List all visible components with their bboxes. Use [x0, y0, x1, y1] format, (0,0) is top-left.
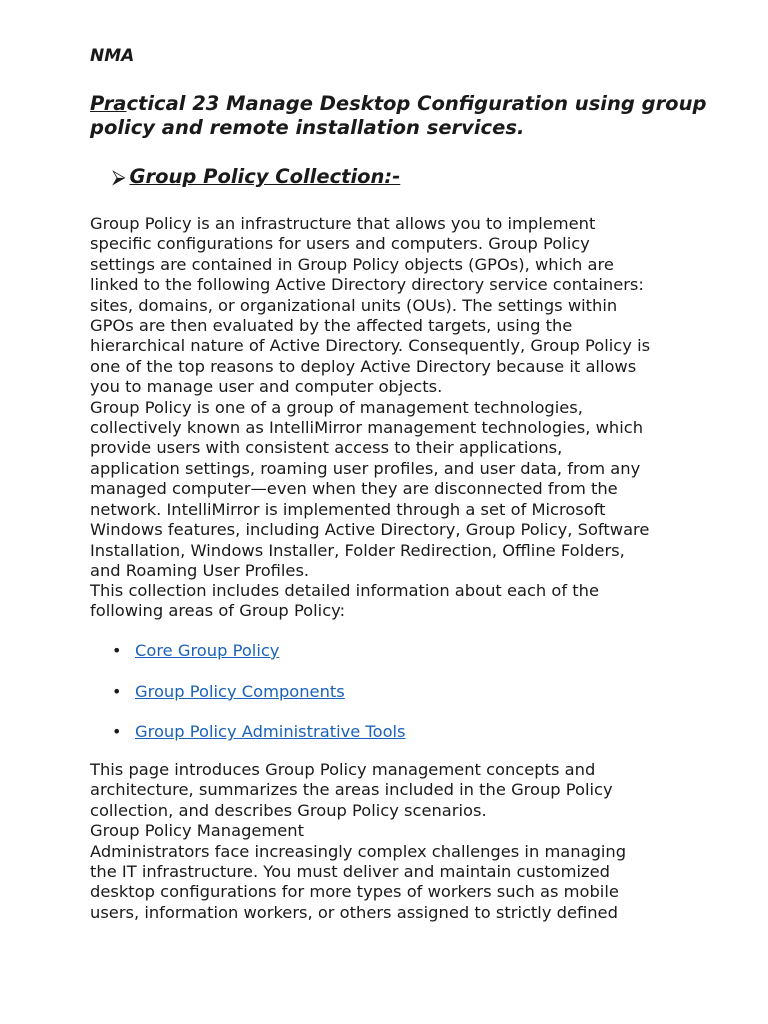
arrow-bullet-icon: ⮚	[112, 166, 126, 188]
core-group-policy-link[interactable]: Core Group Policy	[135, 641, 280, 660]
section-heading-label: Group Policy Collection:-	[129, 165, 401, 188]
management-paragraph: This page introduces Group Policy management concepts and architecture, summarizes the areas included in the Group Policy collection, and describes Group Policy scenarios. Group Policy Management Administrators face increasingly complex challenges in managing the IT infrastructure. You must deliver and maintain customized desktop configurations for more types of workers such as mobile users, information workers, or others assigned to strictly defined	[90, 760, 627, 922]
link-list	[90, 641, 690, 763]
header-tag: NMA	[90, 46, 135, 66]
title-rest: ctical 23 Manage Desktop Configuration using group policy and remote installation services.	[90, 92, 707, 139]
bullet-icon: •	[112, 681, 122, 701]
group-policy-admin-tools-link[interactable]: Group Policy Administrative Tools	[135, 722, 406, 742]
group-policy-components-link[interactable]: Group Policy Components	[135, 681, 345, 701]
list-item	[90, 641, 690, 682]
bullet-icon: •	[112, 641, 122, 660]
bullet-icon: •	[112, 722, 122, 742]
section-heading	[112, 165, 400, 188]
intro-paragraph: Group Policy is an infrastructure that allows you to implement specific configurations for users and computers. Group Policy settings are contained in Group Policy objects (GPOs), which are linked to the following Active Directory directory service containers: sites, domains, or organizational units (OUs). The settings within GPOs are then evaluated by the affected targets, using the hierarchical nature of Active Directory. Consequently, Group Policy is one of the top reasons to deploy Active Directory because it allows you to manage user and computer objects. Group Policy is one of a group of management technologies, collectively known as IntelliMirror management technologies, which provide users with consistent access to their applications, application settings, roaming user profiles, and user data, from any managed computer—even when they are disconnected from the network. IntelliMirror is implemented through a set of Microsoft Windows features, including Active Directory, Group Policy, Software Installation, Windows Installer, Folder Redirection, Offline Folders, and Roaming User Profiles.	[90, 214, 651, 580]
title-underlined-part: Pra	[90, 92, 127, 115]
collection-paragraph: This collection includes detailed information about each of the following areas of Group Policy:	[90, 581, 599, 621]
document-title	[90, 92, 710, 140]
list-item	[90, 722, 690, 763]
list-item	[90, 682, 690, 723]
